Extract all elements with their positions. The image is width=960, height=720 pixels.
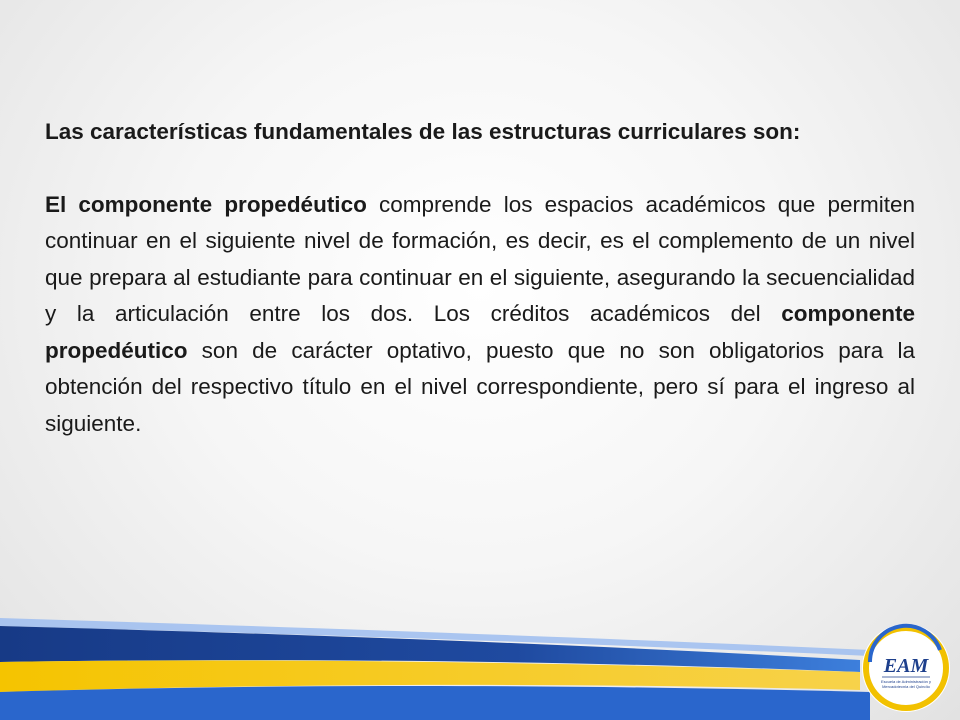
term-componente-propedeutico-2: componente propedéutico xyxy=(45,301,915,363)
slide-heading: Las características fundamentales de las estructuras curriculares son: xyxy=(45,119,801,144)
logo-subtitle-1: Escuela de Administración y xyxy=(880,679,932,684)
paragraph-text-1: comprende los espacios académicos que permiten continuar en el siguiente nivel de formación, es decir, es el complemento de un nivel que prepara al estudiante para continuar en el siguiente, asegurando la secuencialidad y la articulación entre los dos. Los créditos académicos del xyxy=(45,191,915,326)
eam-logo-graphic xyxy=(860,622,952,714)
paragraph-text-2: son de carácter optativo, puesto que no son obligatorios para la obtención del respectivo título en el nivel correspondiente, pero sí para el ingreso al siguiente. xyxy=(45,337,915,436)
slide-body xyxy=(45,114,915,442)
term-componente-propedeutico: El componente propedéutico xyxy=(45,191,367,217)
logo-subtitle-2: Mercadotecnia del Quindío xyxy=(882,684,930,689)
eam-logo xyxy=(860,622,952,714)
logo-acronym: EAM xyxy=(883,655,929,677)
slide-paragraph xyxy=(45,187,915,443)
